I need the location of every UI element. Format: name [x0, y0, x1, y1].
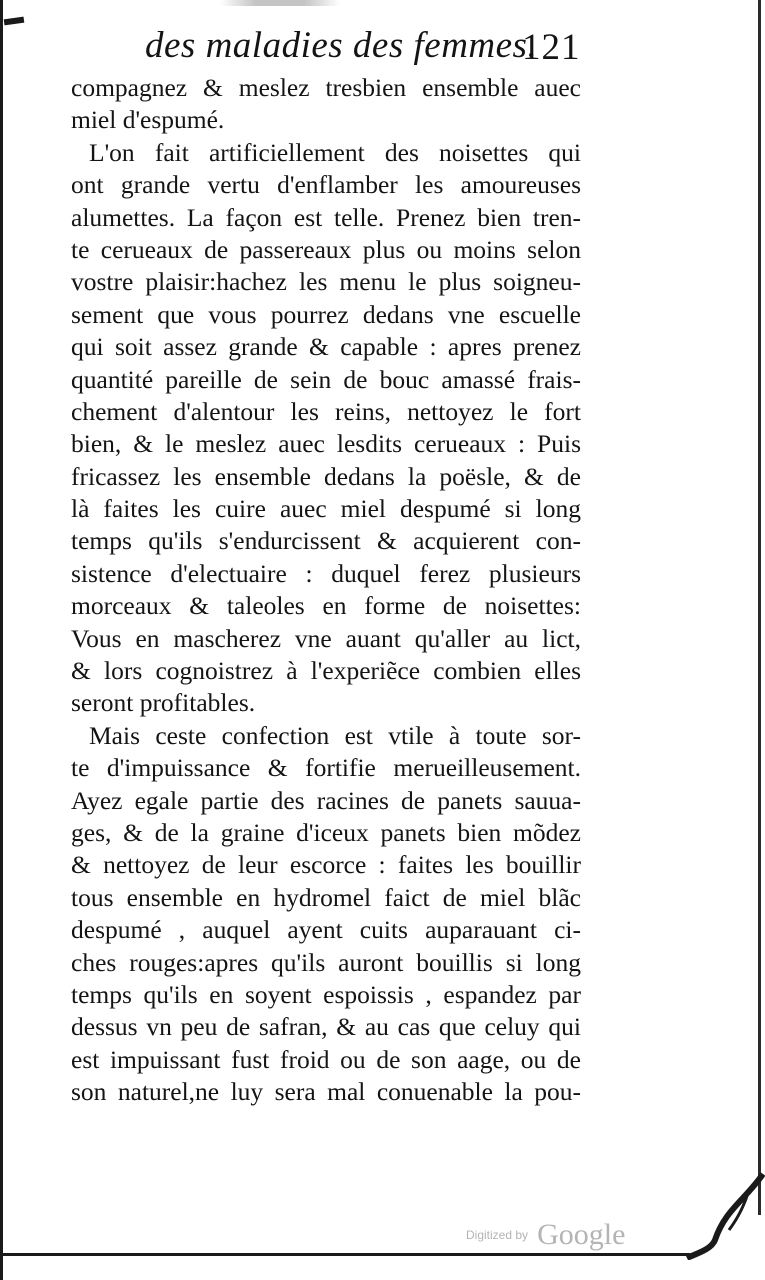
text-line: là faites les cuire auec miel despumé si long	[71, 494, 581, 524]
text-line: bien, & le meslez auec lesdits cerueaux : Puis	[71, 429, 581, 459]
text-line: son naturel,ne luy sera mal conuenable la pou-	[71, 1077, 581, 1107]
text-line: compagnez & meslez tresbien ensemble auec	[71, 73, 581, 102]
text-line: est impuissant fust froid ou de son aage, ou de	[71, 1044, 581, 1074]
text-line: despumé , auquel ayent cuits auparauant ci-	[71, 915, 581, 945]
text-line: te cerueaux de passereaux plus ou moins selon	[71, 234, 581, 264]
text-line: chement d'alentour les reins, nettoyez le fort	[71, 396, 581, 426]
text-line: sistence d'electuaire : duquel ferez plusieurs	[71, 558, 581, 588]
text-line: alumettes. La façon est telle. Prenez bien tren-	[71, 202, 581, 232]
running-head: des maladies des femmes.	[145, 25, 538, 66]
right-page-edge	[758, 0, 761, 1215]
text-line: ches rouges:apres qu'ils auront bouillis si long	[71, 947, 581, 977]
bottom-page-edge	[0, 1253, 690, 1256]
text-line: Vous en mascherez vne auant qu'aller au lict,	[71, 623, 581, 653]
text-line: vostre plaisir:hachez les menu le plus soigneu-	[71, 267, 581, 297]
text-line: temps qu'ils s'endurcissent & acquierent con-	[71, 526, 581, 556]
text-line: Mais ceste confection est vtile à toute sor-	[89, 720, 581, 750]
text-line: dessus vn peu de safran, & au cas que celuy qui	[71, 1012, 581, 1042]
text-line: quantité pareille de sein de bouc amassé frais-	[71, 364, 581, 394]
text-line: L'on fait artificiellement des noisettes qui	[89, 137, 581, 167]
left-page-edge	[0, 0, 17, 1280]
text-line: & lors cognoistrez à l'experiẽce combien elles	[71, 656, 581, 686]
text-line: temps qu'ils en soyent espoissis , espandez par	[71, 979, 581, 1009]
text-line: te d'impuissance & fortifie merueilleusement.	[71, 753, 581, 783]
text-line: tous ensemble en hydromel faict de miel blãc	[71, 882, 581, 912]
text-line: qui soit assez grande & capable : apres prenez	[71, 332, 581, 362]
text-line: miel d'espumé.	[71, 105, 225, 135]
digitized-watermark	[466, 1218, 625, 1252]
top-ink-smudge	[220, 0, 340, 6]
text-line: seront profitables.	[71, 688, 256, 718]
text-line: & nettoyez de leur escorce : faites les bouillir	[71, 850, 581, 880]
watermark-brand: Google	[537, 1218, 626, 1251]
text-line: sement que vous pourrez dedans vne escuelle	[71, 299, 581, 329]
watermark-prefix: Digitized by	[466, 1228, 529, 1242]
page-number: 121	[522, 27, 581, 68]
text-line: morceaux & taleoles en forme de noisettes:	[71, 591, 581, 621]
corner-ink-scrawl	[685, 1170, 765, 1260]
body-text	[71, 72, 581, 1109]
text-line: ges, & de la graine d'iceux panets bien mõdez	[71, 817, 581, 847]
text-line: Ayez egale partie des racines de panets sauua-	[71, 785, 581, 815]
text-line: ont grande vertu d'enflamber les amoureuses	[71, 170, 581, 200]
text-line: fricassez les ensemble dedans la poësle, & de	[71, 461, 581, 491]
